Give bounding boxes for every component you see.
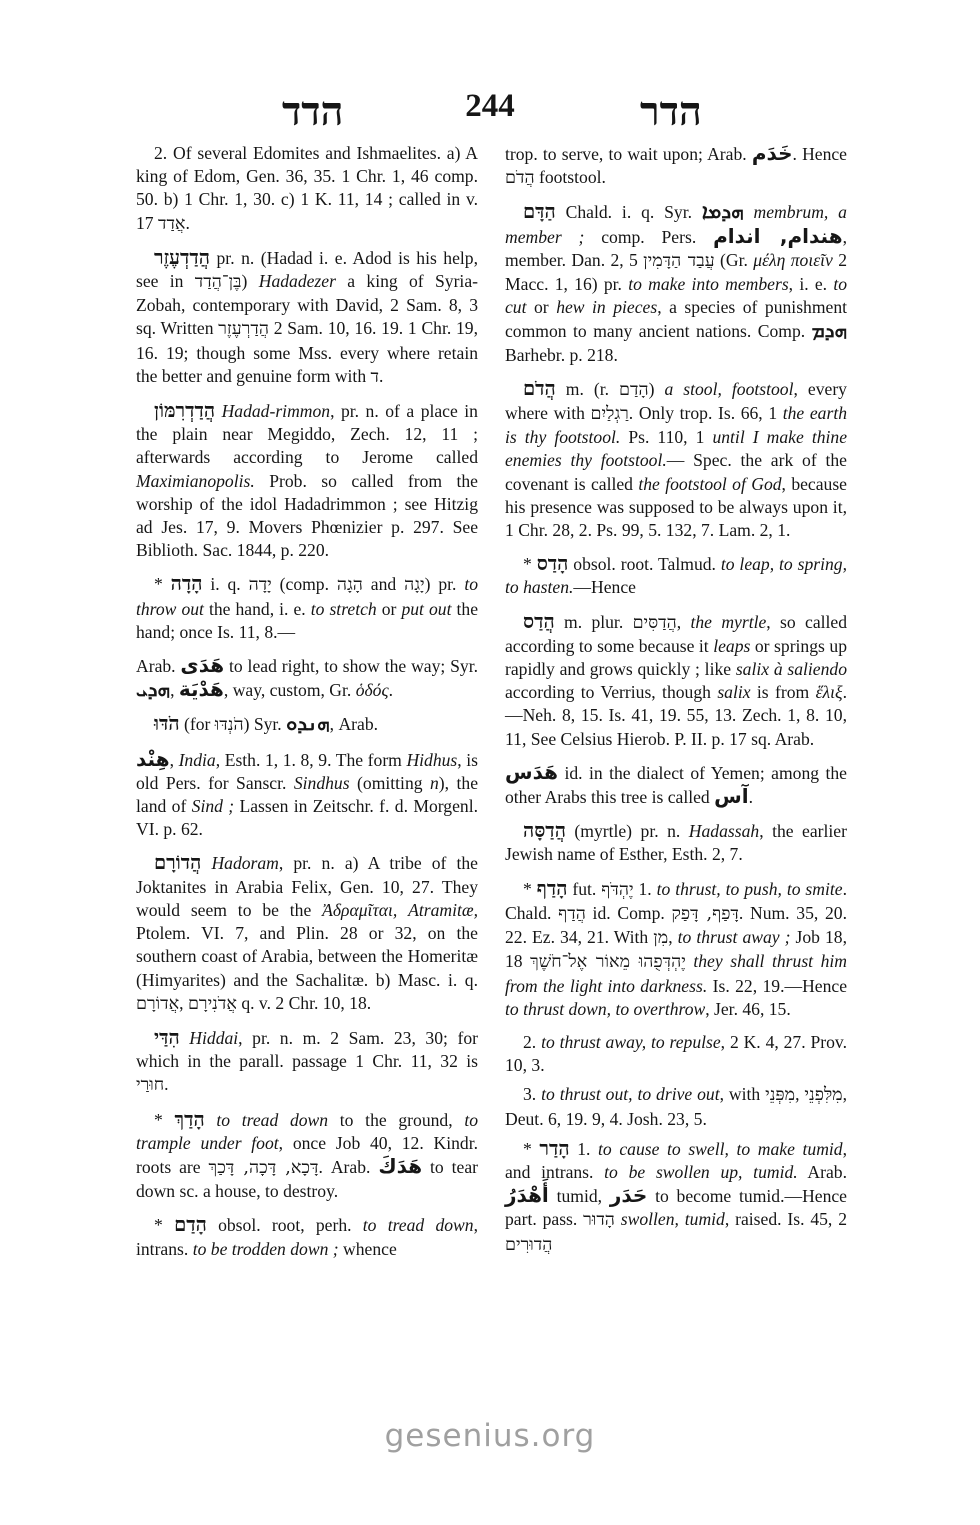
italic-text: to be swollen up, tumid. xyxy=(604,1161,798,1182)
italic-text: ὁδός xyxy=(355,680,389,701)
entry-text: fut. xyxy=(567,878,602,899)
dictionary-entry xyxy=(505,1137,847,1257)
entry-text: Barhebr. p. 218. xyxy=(505,344,618,365)
entry-text: . Hence xyxy=(792,144,847,164)
entry-text: (Gr. xyxy=(714,249,754,270)
entry-text: , xyxy=(795,1084,805,1105)
hebrew-text: יֶהְדֹּף xyxy=(601,879,634,900)
entry-text: , is old Pers. for Sanscr. xyxy=(136,749,478,793)
page-header xyxy=(0,88,980,136)
italic-text: put out xyxy=(401,598,452,619)
entry-text: , pr. n. a) A tribe of the Joktanites in Arabia Felix, Gen. 10, 27. They would seem to be the xyxy=(136,853,478,920)
entry-text: * xyxy=(154,1109,175,1130)
entry-text: 2 Macc. 1, 16) pr. xyxy=(505,249,847,295)
entry-text: * xyxy=(523,878,537,899)
italic-text: to thrust away, to repulse xyxy=(541,1031,721,1052)
entry-text: . xyxy=(164,1074,169,1095)
hebrew-text: מִפְּנֵי xyxy=(765,1085,796,1106)
entry-text: obsol. root. Talmud. xyxy=(568,554,721,575)
italic-text: the earth is thy footstool. xyxy=(505,403,848,448)
entry-text: , a species of punishment common to many ancient nations. Comp. xyxy=(505,297,848,342)
entry-text: , xyxy=(169,749,179,770)
arabic-syriac-text: ܗܕܡܐ xyxy=(701,199,744,224)
entry-text: q. v. 2 Chr. 10, 18. xyxy=(236,992,372,1013)
entry-text: m. (r. xyxy=(555,378,620,399)
headword: הֲדֹם xyxy=(523,376,556,400)
italic-text: μέλη ποιεῖν xyxy=(753,249,833,270)
hebrew-text: הֲדַף xyxy=(558,903,586,924)
entry-text: to lead right, to show the way; Syr. xyxy=(224,656,478,677)
italic-text: to make into members xyxy=(628,274,789,295)
entry-text: ) Syr. xyxy=(243,714,287,735)
italic-text: to thrust out, to drive out xyxy=(541,1084,720,1105)
italic-text: n xyxy=(430,772,439,793)
italic-text: to be trodden down ; xyxy=(192,1238,339,1259)
dictionary-entry xyxy=(136,399,478,562)
entry-text: and xyxy=(362,574,405,595)
dictionary-entry xyxy=(136,712,478,737)
italic-text: to thrust, to push, to smite xyxy=(656,878,843,899)
italic-text: India xyxy=(178,749,216,770)
entry-text: according to Verrius, though xyxy=(505,682,718,703)
italic-text: to throw out xyxy=(136,574,478,619)
entry-text: footstool. xyxy=(534,167,606,188)
entry-text: , pr. n. m. 2 Sam. 23, 30; for which in the parall. passage 1 Chr. 11, 32 is xyxy=(136,1027,478,1072)
arabic-syriac-text: ܗܢܕܘ xyxy=(286,711,330,736)
dictionary-entry xyxy=(505,377,847,542)
entry-text: is from xyxy=(750,682,816,703)
dictionary-entry xyxy=(136,1026,478,1098)
italic-text: leaps xyxy=(713,635,751,656)
hebrew-text: בֶּן־הֲדַד xyxy=(194,272,242,293)
entry-text: id. Comp. xyxy=(585,902,672,923)
dictionary-entry xyxy=(505,819,847,866)
hebrew-text: הָדוּר xyxy=(583,1210,615,1231)
arabic-syriac-text: أَهْدَرُ xyxy=(505,1183,549,1208)
headword: הִדַּי xyxy=(154,1025,180,1049)
entry-text: 1. xyxy=(569,1138,599,1159)
italic-text: to cut xyxy=(505,274,848,318)
entry-text: 1. xyxy=(633,878,657,899)
dictionary-entry xyxy=(505,610,847,751)
hebrew-text: הֲדַסִּים xyxy=(632,612,677,633)
entry-text: . Arab. xyxy=(318,1156,379,1177)
entry-text: * xyxy=(154,574,171,595)
dictionary-entry xyxy=(136,851,478,1015)
arabic-syriac-text: هَدْيَة xyxy=(178,677,224,702)
entry-text: , i. e. xyxy=(788,274,834,295)
entry-text: , once Job 40, 12. Kindr. roots are xyxy=(136,1132,478,1177)
italic-text: to trample under foot xyxy=(136,1109,478,1153)
italic-text: to tread down xyxy=(216,1109,329,1130)
left-column xyxy=(136,142,478,1271)
entry-text: , xyxy=(668,927,678,948)
headword: הֲדַדְרִמּוֹן xyxy=(154,399,216,423)
entry-text xyxy=(201,853,211,873)
headword: הָדַף xyxy=(536,876,568,900)
entry-text: , intrans. xyxy=(136,1215,478,1259)
hebrew-text: הָגָה xyxy=(336,575,363,596)
dictionary-entry xyxy=(505,142,847,190)
entry-text: , Deut. 6, 19. 9, 4. Josh. 23, 5. xyxy=(505,1084,848,1129)
headword: הֲדַסָּה xyxy=(523,819,566,843)
entry-text: . xyxy=(378,365,384,386)
arabic-syriac-text: هَدَكَ xyxy=(378,1153,423,1178)
headword: הֲדוֹרָם xyxy=(154,851,202,875)
arabic-syriac-text: هندام, اندام xyxy=(713,223,843,248)
entry-text: Prob. so called from the worship of the idol Hadadrimmon ; see Hitzig ad Jes. 17, 9. Movers Phœnizier p. 297. See Biblioth. Sac. 1844, p. 220. xyxy=(136,470,478,561)
dictionary-entry xyxy=(136,1213,478,1260)
entry-text: , every where with xyxy=(505,378,847,424)
hebrew-text: אֲדוֹרָם xyxy=(136,993,180,1014)
entry-text: (for xyxy=(179,714,215,735)
entry-text: . xyxy=(185,212,190,233)
italic-text: membrum, a member ; xyxy=(505,202,847,247)
entry-text: . xyxy=(748,787,753,808)
hebrew-text: יֶהְדְּפֻהוּ מֵאוֹר אֶל־חֹשֶׁךְ xyxy=(530,952,686,973)
entry-text: pr. n. (Hadad i. e. Adod is his help, see in xyxy=(136,247,478,292)
italic-text: to leap, to spring, to hasten. xyxy=(505,554,847,598)
hebrew-text: הָדַם xyxy=(619,379,649,400)
entry-text: Job 18, 18 xyxy=(505,927,847,972)
entry-text: ) xyxy=(648,378,665,399)
entry-text: or xyxy=(526,297,557,318)
entry-text: obsol. root, perh. xyxy=(206,1215,363,1236)
right-column xyxy=(505,142,847,1267)
headword: הָדַס xyxy=(536,552,569,576)
entry-text: trop. to serve, to wait upon; Arab. xyxy=(505,144,752,164)
italic-text: to tread down xyxy=(362,1215,474,1236)
hebrew-text: אֲדֹנִירָם xyxy=(187,993,237,1014)
dictionary-entry xyxy=(505,200,847,366)
entry-text xyxy=(180,1028,190,1048)
italic-text: the footstool of God xyxy=(638,473,782,494)
italic-text: they shall thrust him from the light into darkness. xyxy=(505,951,847,996)
entry-text: , xyxy=(179,992,188,1013)
entry-text: * xyxy=(154,1215,175,1236)
italic-text: to cause to swell, to make tumid xyxy=(598,1138,843,1159)
arabic-syriac-text: آس xyxy=(714,784,749,809)
entry-text: the hand; once Is. 11, 8.— xyxy=(136,598,479,642)
italic-text: Hadadezer xyxy=(258,271,336,292)
hebrew-text: הֲדוּרִים xyxy=(505,1234,553,1255)
entry-text: 2. xyxy=(523,1031,542,1052)
entry-text: 3. xyxy=(523,1084,542,1105)
entry-text: a king of Syria-Zobah, contemporary with David, 2 Sam. 8, 3 sq. Written xyxy=(136,271,478,339)
hebrew-text: ד xyxy=(370,366,379,387)
entry-text: tumid, xyxy=(548,1186,610,1207)
entry-text: Arab. xyxy=(136,656,181,677)
hebrew-text: יָדָה xyxy=(248,575,272,596)
italic-text: ἕλιξ xyxy=(815,682,843,703)
entry-text xyxy=(205,1110,217,1130)
entry-text: to become tumid.—Hence part. pass. xyxy=(505,1186,847,1230)
entry-text: ), the land of xyxy=(136,772,479,817)
dictionary-entry xyxy=(505,1031,847,1077)
entry-text: , 2 K. 4, 27. Prov. 10, 3. xyxy=(505,1031,847,1076)
entry-text: * xyxy=(523,1138,540,1159)
page-number: 244 xyxy=(465,88,515,124)
dictionary-entry xyxy=(136,748,478,842)
entry-text: Ptolem. VI. 7, and Plin. 28 or 32, on the southern coast of Arabia, between the Homeritæ (Himyarites) and the Sachalitæ. b) Masc. i. q. xyxy=(136,923,478,990)
entry-text: . xyxy=(388,680,394,701)
entry-text: , and intrans. xyxy=(505,1138,848,1182)
entry-text: m. plur. xyxy=(554,611,633,632)
entry-text: 2 Sam. 10, 16. 19. 1 Chr. 19, 16. 19; though some Mss. every where retain the better and genuine form with xyxy=(136,318,478,386)
headword: הָדַךְ xyxy=(174,1107,205,1131)
hebrew-text: הֲדֹם xyxy=(505,168,535,189)
entry-text: , so called according to some because it xyxy=(505,611,848,656)
italic-text: Hadassah xyxy=(688,821,760,842)
hebrew-text: דָּכָא, דָּכָה, דָּכַךְ xyxy=(208,1157,319,1178)
entry-text: the hand, i. e. xyxy=(203,598,311,619)
hebrew-text: אֲדַד xyxy=(158,213,186,234)
hebrew-text: דָּפַף, דָּפַק xyxy=(671,903,739,924)
hebrew-text: עֲבַד הַדָּמִין xyxy=(643,250,715,271)
entry-text: , Esth. 1, 1. 8, 9. The form xyxy=(215,749,407,770)
italic-text: salix xyxy=(717,682,751,703)
dictionary-entry xyxy=(136,1108,478,1204)
entry-text: . Only trop. Is. 66, 1 xyxy=(628,403,783,424)
hebrew-text: מִלִּפְנֵי xyxy=(804,1085,843,1106)
entry-text: , xyxy=(170,680,179,701)
italic-text: Hidhus xyxy=(406,749,458,770)
entry-text: ) xyxy=(241,271,259,292)
italic-text: to thrust away ; xyxy=(677,927,791,948)
dictionary-entry xyxy=(136,142,478,236)
entry-text: , Jer. 46, 15. xyxy=(705,998,791,1019)
headword: הָדָה xyxy=(170,572,203,596)
entry-text: or springs up rapidly and grows quickly ; like xyxy=(505,635,847,680)
arabic-syriac-text: حَدَر xyxy=(609,1183,648,1208)
hebrew-text: הֲדַרְעֶזֶר xyxy=(218,319,269,340)
entry-text: , with xyxy=(719,1084,766,1105)
italic-text: salix à saliendo xyxy=(735,659,847,680)
dictionary-entry xyxy=(505,877,847,1021)
running-head-left: הדד xyxy=(282,88,344,135)
italic-text: Hadoram xyxy=(211,853,279,874)
hebrew-text: יָגָה xyxy=(404,575,425,596)
italic-text: until I make thine enemies thy footstool. xyxy=(505,427,847,471)
entry-text: to tear down sc. a house, to destroy. xyxy=(136,1156,479,1202)
entry-text: (myrtle) pr. n. xyxy=(565,821,689,842)
headword: הָדַם xyxy=(174,1213,207,1237)
entry-text: Chald. i. q. Syr. xyxy=(555,202,702,223)
entry-text: * xyxy=(523,554,537,575)
entry-text: Is. 22, 19.—Hence xyxy=(707,975,847,996)
dictionary-entry xyxy=(136,654,478,702)
arabic-syriac-text: هَدَس xyxy=(505,759,559,784)
entry-text: or xyxy=(376,598,402,619)
entry-text: , because his presence was supposed to be always upon it, 1 Chr. 28, 2. Ps. 99, 5. 132, 7. Lam. 2, 1. xyxy=(505,473,847,541)
entry-text: — Spec. the ark of the covenant is called xyxy=(505,450,847,494)
entry-text: , way, custom, Gr. xyxy=(223,680,356,701)
headword: הֹדּוּ xyxy=(154,712,180,736)
entry-text: whence xyxy=(338,1238,397,1259)
entry-text: , Arab. xyxy=(329,714,379,735)
italic-text: Ἀδραμῖται, Atramitæ, xyxy=(322,899,479,920)
entry-text: . Chald. xyxy=(505,878,847,923)
italic-text: the myrtle xyxy=(690,611,767,632)
entry-text: Lassen in Zeitschr. f. d. Morgenl. VI. p. 62. xyxy=(136,796,478,840)
headword: הָדַר xyxy=(539,1136,570,1160)
italic-text: Sindhus xyxy=(293,772,350,793)
entry-text: , pr. n. of a place in the plain near Megiddo, Zech. 12, 11 ; afterwards according to Jerome called xyxy=(136,401,478,468)
italic-text: to thrust down, to overthrow xyxy=(505,998,706,1019)
italic-text: swollen, tumid xyxy=(620,1209,725,1230)
italic-text: Hadad-rimmon xyxy=(221,401,331,422)
hebrew-text: הֹנְדּוּ xyxy=(214,715,244,736)
entry-text: .—Neh. 8, 15. Is. 41, 19. 55, 13. Zech. 1, 8. 10, 11, See Celsius Hierob. P. II. p. 17 sq. Arab. xyxy=(505,682,847,749)
entry-text: i. q. xyxy=(202,574,249,595)
entry-text: , xyxy=(676,611,691,632)
entry-text: (omitting xyxy=(349,772,430,793)
italic-text: Maximianopolis. xyxy=(136,470,255,491)
italic-text: Sind ; xyxy=(191,796,235,817)
entry-text: , raised. Is. 45, 2 xyxy=(724,1209,847,1230)
hebrew-text: מִן xyxy=(653,928,669,949)
running-head-right: הדר xyxy=(640,88,702,135)
entry-text: (comp. xyxy=(271,574,337,595)
hebrew-text: חוּרַי xyxy=(136,1075,165,1096)
entry-text xyxy=(744,202,754,222)
entry-text: id. in the dialect of Yemen; among the other Arabs this tree is called xyxy=(505,762,847,808)
arabic-syriac-text: ܗܕܡ xyxy=(811,318,847,343)
hebrew-text: רַגְלַיִם xyxy=(590,404,629,425)
italic-text: hew in pieces xyxy=(556,297,658,318)
entry-text: Arab. xyxy=(797,1161,847,1182)
dictionary-entry xyxy=(136,246,478,389)
italic-text: to stretch xyxy=(310,598,377,619)
italic-text: a stool, footstool xyxy=(664,378,794,399)
entry-text: ) pr. xyxy=(424,574,465,595)
entry-text: Ps. 110, 1 xyxy=(620,427,713,448)
dictionary-entry xyxy=(136,572,478,644)
entry-text: . Num. 35, 20. 22. Ez. 34, 21. With xyxy=(505,902,847,948)
dictionary-entry xyxy=(505,552,847,599)
arabic-syriac-text: خَدَم xyxy=(751,141,793,165)
headword: הַדָּם xyxy=(523,200,556,224)
dictionary-entry xyxy=(505,1083,847,1130)
italic-text: Hiddai xyxy=(189,1027,239,1048)
arabic-syriac-text: هِنْد xyxy=(136,746,170,771)
entry-text: 2. Of several Edomites and Ishmaelites. a) A king of Edom, Gen. 36, 35. 1 Chr. 1, 46 comp. 50. b) 1 Chr. 1, 30. c) 1 K. 11, 14 ; called in v. 17 xyxy=(136,143,478,233)
entry-text: comp. Pers. xyxy=(584,226,714,247)
arabic-syriac-text: هَدَى xyxy=(180,653,225,678)
dictionary-entry xyxy=(505,761,847,809)
entry-text: , member. Dan. 2, 5 xyxy=(505,226,847,270)
headword: הֲדַס xyxy=(523,609,555,633)
headword: הֲדַדְעֶזֶר xyxy=(154,245,211,269)
entry-text: , the earlier Jewish name of Esther, Esth. 2, 7. xyxy=(505,821,847,865)
site-watermark[interactable]: gesenius.org xyxy=(384,1418,596,1454)
arabic-syriac-text: ܗܕܝ xyxy=(136,677,171,702)
entry-text: to the ground, xyxy=(328,1109,465,1130)
entry-text: —Hence xyxy=(573,577,636,598)
